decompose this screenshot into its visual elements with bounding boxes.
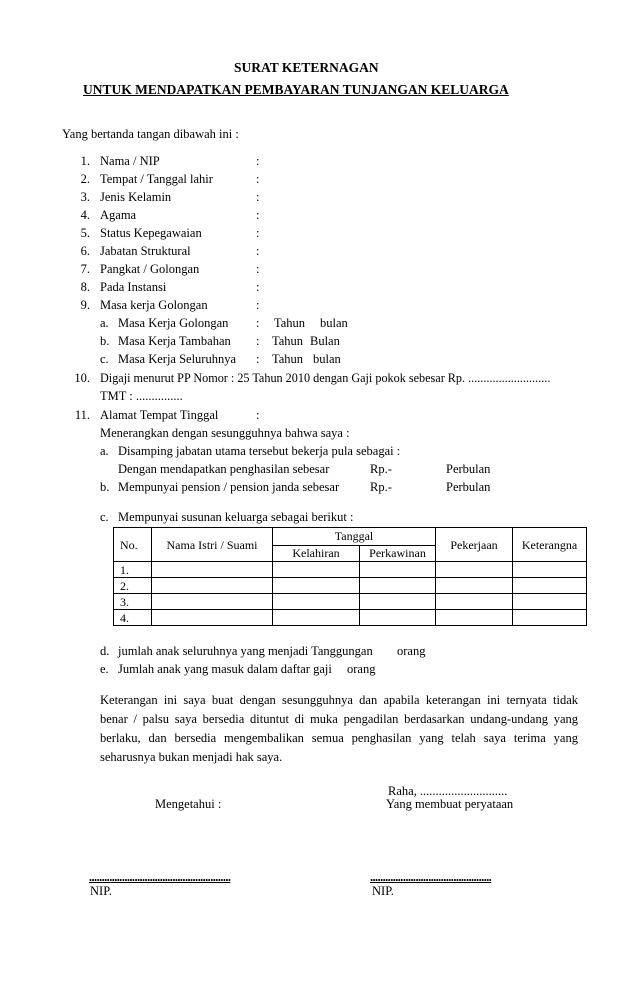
table-cell xyxy=(436,610,513,626)
bulan-label: bulan xyxy=(320,316,348,330)
left-nip: NIP. xyxy=(90,884,112,898)
table-cell-no: 4. xyxy=(114,610,152,626)
item-number: 3. xyxy=(80,190,90,204)
table-cell xyxy=(273,610,360,626)
sub-item-label: Masa Kerja Golongan xyxy=(118,316,229,330)
item-label: Alamat Tempat Tinggal xyxy=(100,408,219,422)
sub-item-letter: a. xyxy=(100,316,109,330)
sub-item-text: Mempunyai susunan keluarga sebagai berikut : xyxy=(118,510,354,524)
table-header-kelahiran: Kelahiran xyxy=(273,545,360,562)
item-label: Agama xyxy=(100,208,137,222)
item-label: Masa kerja Golongan xyxy=(100,298,208,312)
tahun-label: Tahun xyxy=(274,316,306,330)
mengetahui-label: Mengetahui : xyxy=(155,797,222,811)
table-cell xyxy=(360,562,436,578)
table-cell xyxy=(513,594,587,610)
orang-label: orang xyxy=(347,662,376,676)
item-number: 11. xyxy=(74,408,90,422)
sub-item-text: Mempunyai pension / pension janda sebesar xyxy=(118,480,340,494)
table-row xyxy=(114,578,587,594)
rp-label: Rp.- xyxy=(370,462,392,476)
sub-item-colon: : xyxy=(256,334,260,348)
right-signature-line: ................................................ xyxy=(370,870,492,884)
table-header-pekerjaan: Pekerjaan xyxy=(436,528,513,562)
table-header-no: No. xyxy=(114,528,152,562)
sub-item-label: Masa Kerja Tambahan xyxy=(118,334,231,348)
sub-item-letter: c. xyxy=(100,510,109,524)
sub-item-letter: c. xyxy=(100,352,109,366)
item-number: 10. xyxy=(74,371,90,385)
item-label: Jabatan Struktural xyxy=(100,244,191,258)
document-subtitle: UNTUK MENDAPATKAN PEMBAYARAN TUNJANGAN KELUARGA xyxy=(83,82,509,97)
item-colon: : xyxy=(256,208,260,222)
sub-item-letter: d. xyxy=(100,644,110,658)
closing-line: benar / palsu saya bersedia dituntut di muka pengadilan berdasarkan undang-undang yang xyxy=(100,712,578,726)
item-number: 6. xyxy=(80,244,90,258)
item-colon: : xyxy=(256,244,260,258)
sub-item-letter: a. xyxy=(100,444,109,458)
place-date: Raha, ............................ xyxy=(388,784,508,798)
table-cell xyxy=(273,562,360,578)
left-signature-line: ........................................................ xyxy=(89,870,231,884)
orang-label: orang xyxy=(397,644,426,658)
table-row xyxy=(114,610,587,626)
item-number: 5. xyxy=(80,226,90,240)
table-cell xyxy=(152,578,273,594)
table-cell xyxy=(360,578,436,594)
family-table xyxy=(113,527,587,626)
rp-label: Rp.- xyxy=(370,480,392,494)
table-cell-no: 3. xyxy=(114,594,152,610)
table-cell xyxy=(360,610,436,626)
pembuat-label: Yang membuat peryataan xyxy=(386,797,514,811)
item-colon: : xyxy=(256,280,260,294)
sub-item-text: Jumlah anak yang masuk dalam daftar gaji xyxy=(118,662,332,676)
item-number: 7. xyxy=(80,262,90,276)
table-cell xyxy=(273,578,360,594)
sub-item-letter: b. xyxy=(100,480,110,494)
table-cell xyxy=(152,610,273,626)
item-label: Pada Instansi xyxy=(100,280,167,294)
item-colon: : xyxy=(256,190,260,204)
table-cell xyxy=(152,594,273,610)
table-cell xyxy=(360,594,436,610)
sub-item-letter: b. xyxy=(100,334,110,348)
table-cell xyxy=(152,562,273,578)
item-label: Tempat / Tanggal lahir xyxy=(100,172,213,186)
table-cell xyxy=(513,610,587,626)
table-cell-no: 2. xyxy=(114,578,152,594)
table-cell xyxy=(513,562,587,578)
item-colon: : xyxy=(256,172,260,186)
tmt-line: TMT : ............... xyxy=(100,389,183,403)
table-row xyxy=(114,562,587,578)
bulan-label: bulan xyxy=(313,352,341,366)
table-cell xyxy=(436,562,513,578)
table-cell xyxy=(436,578,513,594)
item-label: Status Kepegawaian xyxy=(100,226,202,240)
item-colon: : xyxy=(256,298,260,312)
closing-line: seharusnya bukan menjadi hak saya. xyxy=(100,750,283,764)
table-row xyxy=(114,594,587,610)
table-cell xyxy=(273,594,360,610)
penghasilan-text: Dengan mendapatkan penghasilan sebesar xyxy=(118,462,330,476)
item-number: 2. xyxy=(80,172,90,186)
menerangkan-text: Menerangkan dengan sesungguhnya bahwa saya : xyxy=(100,426,350,440)
item-label: Pangkat / Golongan xyxy=(100,262,200,276)
sub-item-letter: e. xyxy=(100,662,109,676)
table-header-tanggal: Tanggal xyxy=(273,528,436,546)
gaji-line: Digaji menurut PP Nomor : 25 Tahun 2010 dengan Gaji pokok sebesar Rp. ........................... xyxy=(100,371,551,385)
sub-item-text: jumlah anak seluruhnya yang menjadi Tanggungan xyxy=(118,644,373,658)
closing-line: berlaku, dan bersedia mengembalikan semua penghasilan yang telah saya terima yang xyxy=(100,731,578,745)
sub-item-colon: : xyxy=(256,352,260,366)
item-number: 8. xyxy=(80,280,90,294)
sub-item-colon: : xyxy=(256,316,260,330)
perbulan-label: Perbulan xyxy=(446,462,491,476)
item-number: 1. xyxy=(80,154,90,168)
right-nip: NIP. xyxy=(372,884,394,898)
bulan-label: Bulan xyxy=(310,334,340,348)
table-cell-no: 1. xyxy=(114,562,152,578)
item-number: 9. xyxy=(80,298,90,312)
document-title: SURAT KETERNAGAN xyxy=(234,60,379,75)
table-cell xyxy=(436,594,513,610)
tahun-label: Tahun xyxy=(272,334,304,348)
table-cell xyxy=(513,578,587,594)
item-colon: : xyxy=(256,262,260,276)
item-label: Jenis Kelamin xyxy=(100,190,172,204)
item-colon: : xyxy=(256,154,260,168)
table-header-perkawinan: Perkawinan xyxy=(360,545,436,562)
tahun-label: Tahun xyxy=(272,352,304,366)
item-colon: : xyxy=(256,408,260,422)
intro-text: Yang bertanda tangan dibawah ini : xyxy=(62,127,239,141)
item-colon: : xyxy=(256,226,260,240)
sub-item-label: Masa Kerja Seluruhnya xyxy=(118,352,237,366)
perbulan-label: Perbulan xyxy=(446,480,491,494)
table-header-nama: Nama Istri / Suami xyxy=(152,528,273,562)
closing-line: Keterangan ini saya buat dengan sesungguhnya dan apabila keterangan ini ternyata tidak xyxy=(100,693,578,707)
table-header-keterangan: Keterangna xyxy=(513,528,587,562)
sub-item-text: Disamping jabatan utama tersebut bekerja pula sebagai : xyxy=(118,444,401,458)
item-number: 4. xyxy=(80,208,90,222)
item-label: Nama / NIP xyxy=(100,154,160,168)
